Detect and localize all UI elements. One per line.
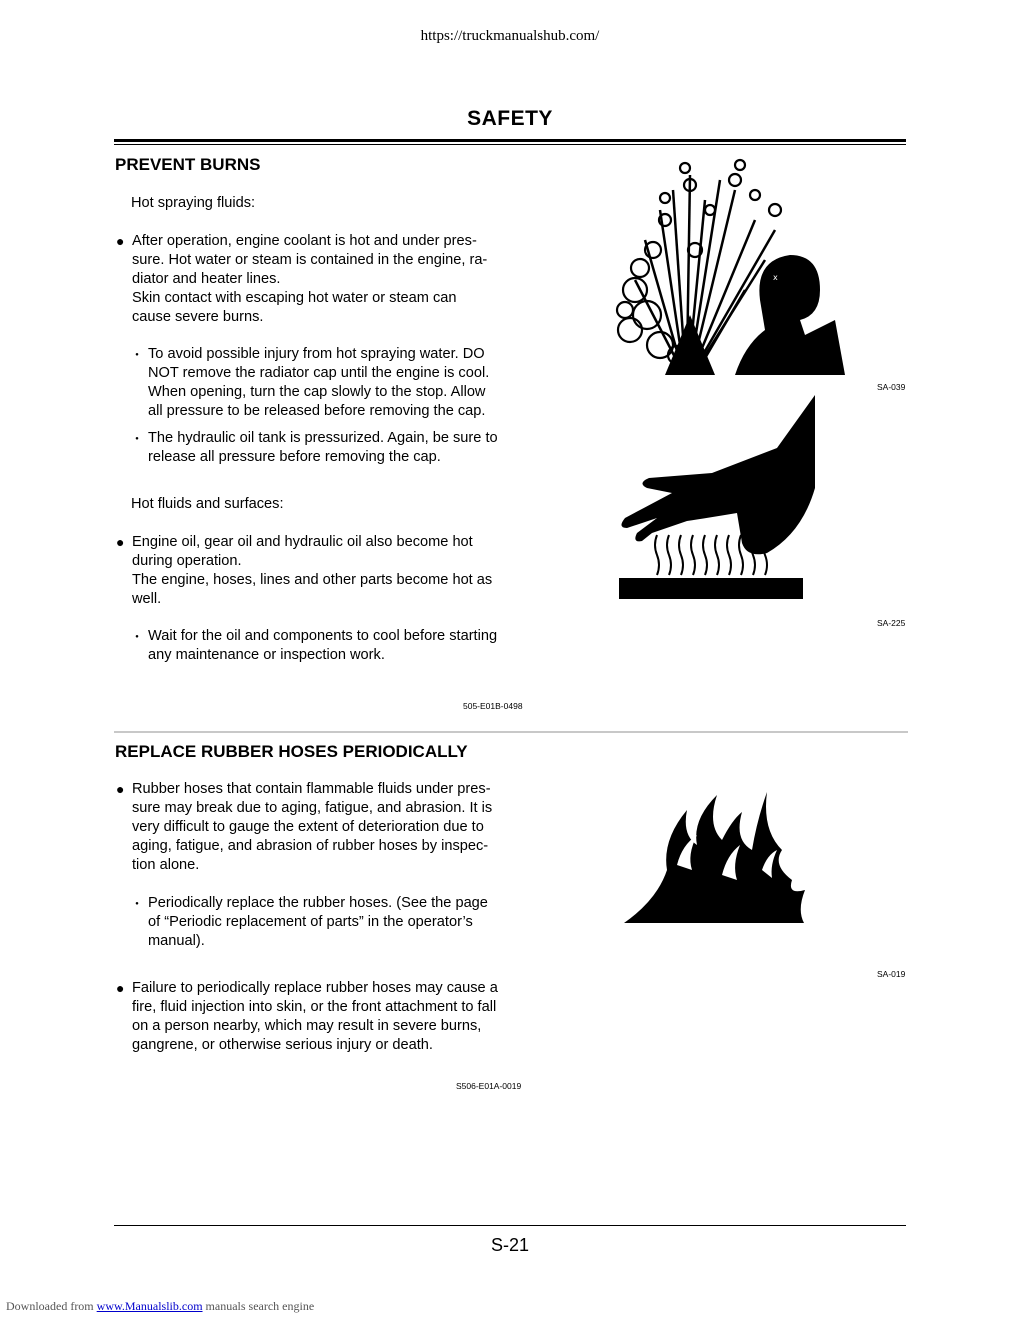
figure-code: SA-019 bbox=[877, 969, 906, 979]
bullet-marker: ● bbox=[116, 980, 125, 996]
sub-bullet-marker: ・ bbox=[130, 431, 144, 447]
section-title-prevent-burns: PREVENT BURNS bbox=[115, 155, 261, 174]
sub-bullet-hydraulic-tank-text: The hydraulic oil tank is pressurized. Again, be sure to release all pressure before removing the cap. bbox=[148, 430, 498, 465]
fire-flames-icon bbox=[622, 790, 807, 925]
section-divider bbox=[114, 731, 908, 733]
sub-bullet-marker: ・ bbox=[130, 347, 144, 363]
page-number: S-21 bbox=[490, 1235, 530, 1255]
header-rule-thick bbox=[114, 139, 906, 142]
header-rule-thin bbox=[114, 144, 906, 145]
bullet-marker: ● bbox=[116, 781, 125, 797]
figure-code: SA-039 bbox=[877, 382, 906, 392]
section-title-replace-rubber-hoses: REPLACE RUBBER HOSES PERIODICALLY bbox=[115, 742, 468, 761]
manualslib-link[interactable]: www.Manualslib.com bbox=[96, 1299, 203, 1313]
figure-code: SA-225 bbox=[877, 618, 906, 628]
sub-bullet-radiator-cap-text: To avoid possible injury from hot spraying water. DO NOT remove the radiator cap until the engine is cool. When opening, turn the cap slowly to the stop. Allow all pressure to be released before removing the cap. bbox=[148, 346, 490, 419]
section-code: 505-E01B-0498 bbox=[463, 701, 523, 711]
bullet-hose-aging-text: Rubber hoses that contain flammable fluids under pres- sure may break due to aging, fatigue, and abrasion. It is very difficult to gauge the extent of deterioration due to aging, fatigue, and abrasion of rubber hoses by inspec- tion alone. bbox=[132, 781, 493, 873]
bullet-marker: ● bbox=[116, 534, 125, 550]
svg-text:x: x bbox=[773, 273, 778, 282]
bullet-engine-oil-text: Engine oil, gear oil and hydraulic oil also become hot during operation. The engine, hoses, lines and other parts become hot as well. bbox=[132, 534, 493, 607]
hot-fluids-label: Hot fluids and surfaces: bbox=[131, 496, 284, 512]
explosion-spray-icon bbox=[605, 150, 850, 375]
bullet-failure-consequences-text: Failure to periodically replace rubber hoses may cause a fire, fluid injection into skin, or the front attachment to fall on a person nearby, which may result in severe burns, gangrene, or otherwise serious injury or death. bbox=[132, 980, 498, 1053]
page-section-title: SAFETY bbox=[467, 107, 553, 130]
section-code: S506-E01A-0019 bbox=[456, 1081, 522, 1091]
source-url: https://truckmanualshub.com/ bbox=[420, 28, 600, 44]
bullet-marker: ● bbox=[116, 233, 125, 249]
hot-surface-hand-icon bbox=[617, 393, 817, 601]
bullet-coolant-text: After operation, engine coolant is hot and under pres- sure. Hot water or steam is contained in the engine, ra- diator and heater lines. Skin contact with escaping hot water or steam can cause severe burns. bbox=[132, 233, 488, 325]
hot-spraying-label: Hot spraying fluids: bbox=[131, 195, 256, 211]
sub-bullet-cool-down-text: Wait for the oil and components to cool before starting any maintenance or inspection work. bbox=[148, 628, 498, 663]
sub-bullet-marker: ・ bbox=[130, 896, 144, 912]
footer-rule bbox=[114, 1225, 906, 1226]
sub-bullet-replace-hoses-text: Periodically replace the rubber hoses. (See the page of “Periodic replacement of parts” in the operator’s manual). bbox=[148, 895, 488, 949]
sub-bullet-marker: ・ bbox=[130, 629, 144, 645]
downloaded-notice: Downloaded from www.Manualslib.com manuals search engine bbox=[6, 1299, 315, 1313]
